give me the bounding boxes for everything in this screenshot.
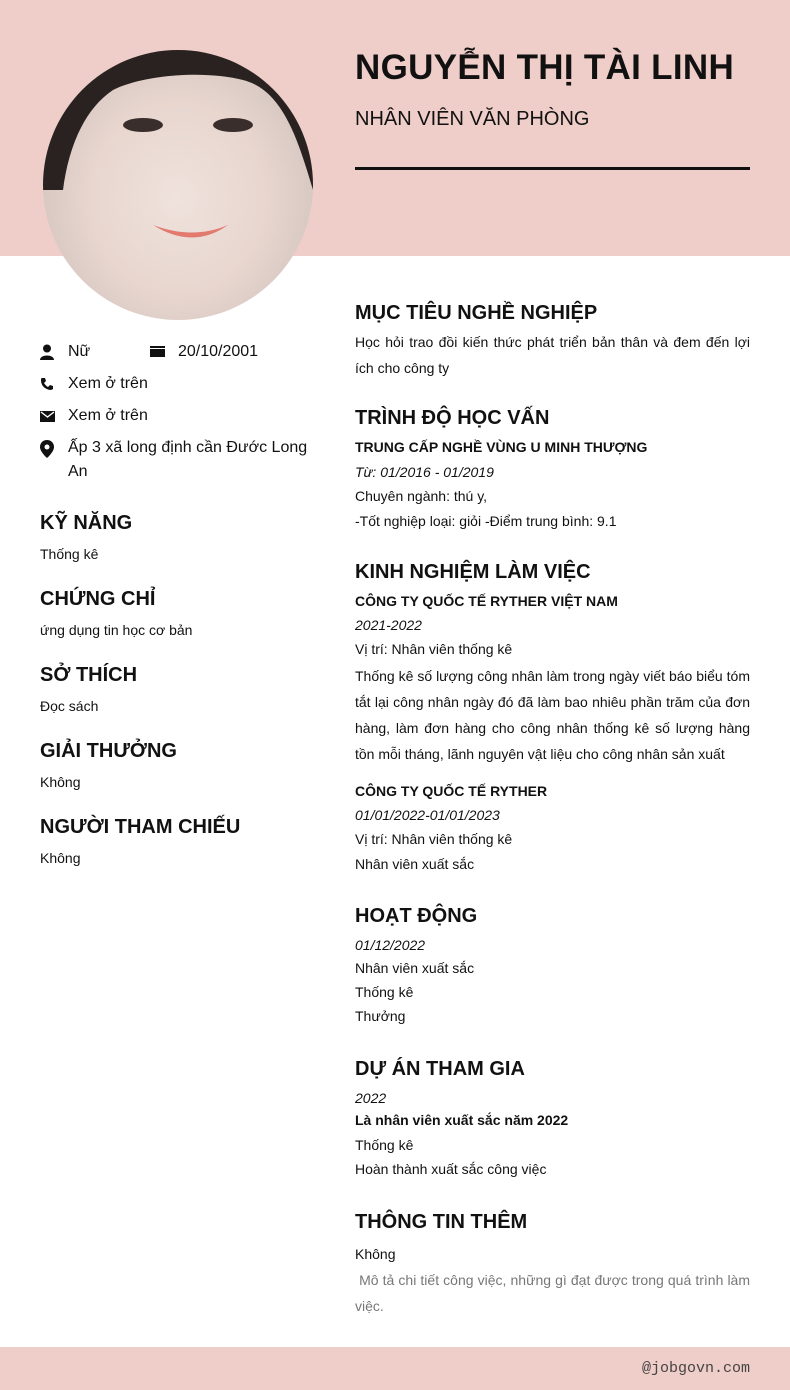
section-title: CHỨNG CHỈ xyxy=(40,588,156,610)
references-text: Không xyxy=(40,850,81,866)
address-row xyxy=(40,436,310,484)
project-line: Hoàn thành xuất sắc công việc xyxy=(355,1161,547,1177)
section-title: SỞ THÍCH xyxy=(40,664,138,686)
skills-section xyxy=(40,510,310,564)
phone: Xem ở trên xyxy=(68,375,148,392)
section-title: GIẢI THƯỞNG xyxy=(40,740,177,762)
job-description: Thống kê số lượng công nhân làm trong ngày viết báo biểu tóm tắt lại công nhân ngày đó đã làm bao nhiêu phần trăm của đơn hàng, làm đơn hàng cho công nhân thống kê số lượng hàng tồn mỗi tháng, lãnh nguyên vật liệu cho công nhân sản xuất xyxy=(355,667,750,762)
envelope-icon xyxy=(40,404,68,428)
footer xyxy=(0,1347,790,1390)
extra-info-text: Không xyxy=(355,1246,396,1262)
certificates-text: ứng dụng tin học cơ bản xyxy=(40,622,193,638)
phone-row xyxy=(40,372,148,396)
job-position: Vị trí: Nhân viên thống kê xyxy=(355,641,513,657)
calendar-icon xyxy=(150,340,178,364)
section-title: MỤC TIÊU NGHỀ NGHIỆP xyxy=(355,302,598,324)
skills-text: Thống kê xyxy=(40,546,99,562)
phone-icon xyxy=(40,372,68,396)
gender-row xyxy=(40,340,258,364)
job-period: 2021-2022 xyxy=(355,617,422,633)
job-position: Vị trí: Nhân viên thống kê xyxy=(355,830,513,847)
gender: Nữ xyxy=(68,343,91,360)
awards-section xyxy=(40,738,310,792)
job-description: Nhân viên xuất sắc xyxy=(355,856,475,872)
education-section xyxy=(355,405,750,533)
location-pin-icon xyxy=(40,436,68,460)
references-section xyxy=(40,814,310,868)
project-name: Là nhân viên xuất sắc năm 2022 xyxy=(355,1112,569,1128)
activities-section xyxy=(355,903,750,1028)
activity-date: 01/12/2022 xyxy=(355,937,426,953)
certificates-section xyxy=(40,586,310,640)
section-title: TRÌNH ĐỘ HỌC VẤN xyxy=(355,407,550,429)
extra-info-hint: Mô tả chi tiết công việc, những gì đạt được trong quá trình làm việc. xyxy=(355,1272,754,1314)
birthday: 20/10/2001 xyxy=(178,343,259,360)
awards-text: Không xyxy=(40,774,81,790)
section-title: KỸ NĂNG xyxy=(40,512,133,534)
activity-line: Thưởng xyxy=(355,1008,406,1024)
objective-text: Học hỏi trao đồi kiến thức phát triển bản thân và đem đến lợi ích cho công ty xyxy=(355,334,750,376)
project-year: 2022 xyxy=(355,1090,387,1106)
section-title: THÔNG TIN THÊM xyxy=(355,1211,528,1233)
objective-section xyxy=(355,300,750,381)
company-name: CÔNG TY QUỐC TẾ RYTHER xyxy=(355,782,548,799)
hobbies-text: Đọc sách xyxy=(40,698,99,714)
section-title: NGƯỜI THAM CHIẾU xyxy=(40,816,241,838)
education-major: Chuyên ngành: thú y, xyxy=(355,488,488,504)
footer-brand: @jobgovn.com xyxy=(641,1360,750,1377)
hobbies-section xyxy=(40,662,310,716)
activity-line: Nhân viên xuất sắc xyxy=(355,960,475,976)
person-icon xyxy=(40,340,68,364)
activity-line: Thống kê xyxy=(355,984,414,1000)
candidate-name: NGUYỄN THỊ TÀI LINH xyxy=(355,48,735,87)
company-name: CÔNG TY QUỐC TẾ RYTHER VIỆT NAM xyxy=(355,593,618,609)
school-name: TRUNG CẤP NGHỀ VÙNG U MINH THƯỢNG xyxy=(355,439,648,455)
profile-photo xyxy=(43,50,313,320)
projects-section xyxy=(355,1056,750,1182)
project-line: Thống kê xyxy=(355,1136,414,1153)
email-row xyxy=(40,404,148,428)
section-title: HOẠT ĐỘNG xyxy=(355,905,478,927)
email: Xem ở trên xyxy=(68,407,148,424)
education-result: -Tốt nghiệp loại: giỏi -Điểm trung bình: 9.1 xyxy=(355,512,617,529)
extra-info-section xyxy=(355,1209,754,1319)
section-title: DỰ ÁN THAM GIA xyxy=(355,1058,525,1080)
section-title: KINH NGHIỆM LÀM VIỆC xyxy=(355,561,591,583)
experience-section xyxy=(355,559,750,878)
address: Ấp 3 xã long định cần Đước Long An xyxy=(68,439,308,480)
job-title: NHÂN VIÊN VĂN PHÒNG xyxy=(355,108,590,130)
job-period: 01/01/2022-01/01/2023 xyxy=(355,806,500,823)
header-divider xyxy=(355,167,750,170)
portrait-image xyxy=(43,50,313,320)
education-period: Từ: 01/2016 - 01/2019 xyxy=(355,463,494,480)
